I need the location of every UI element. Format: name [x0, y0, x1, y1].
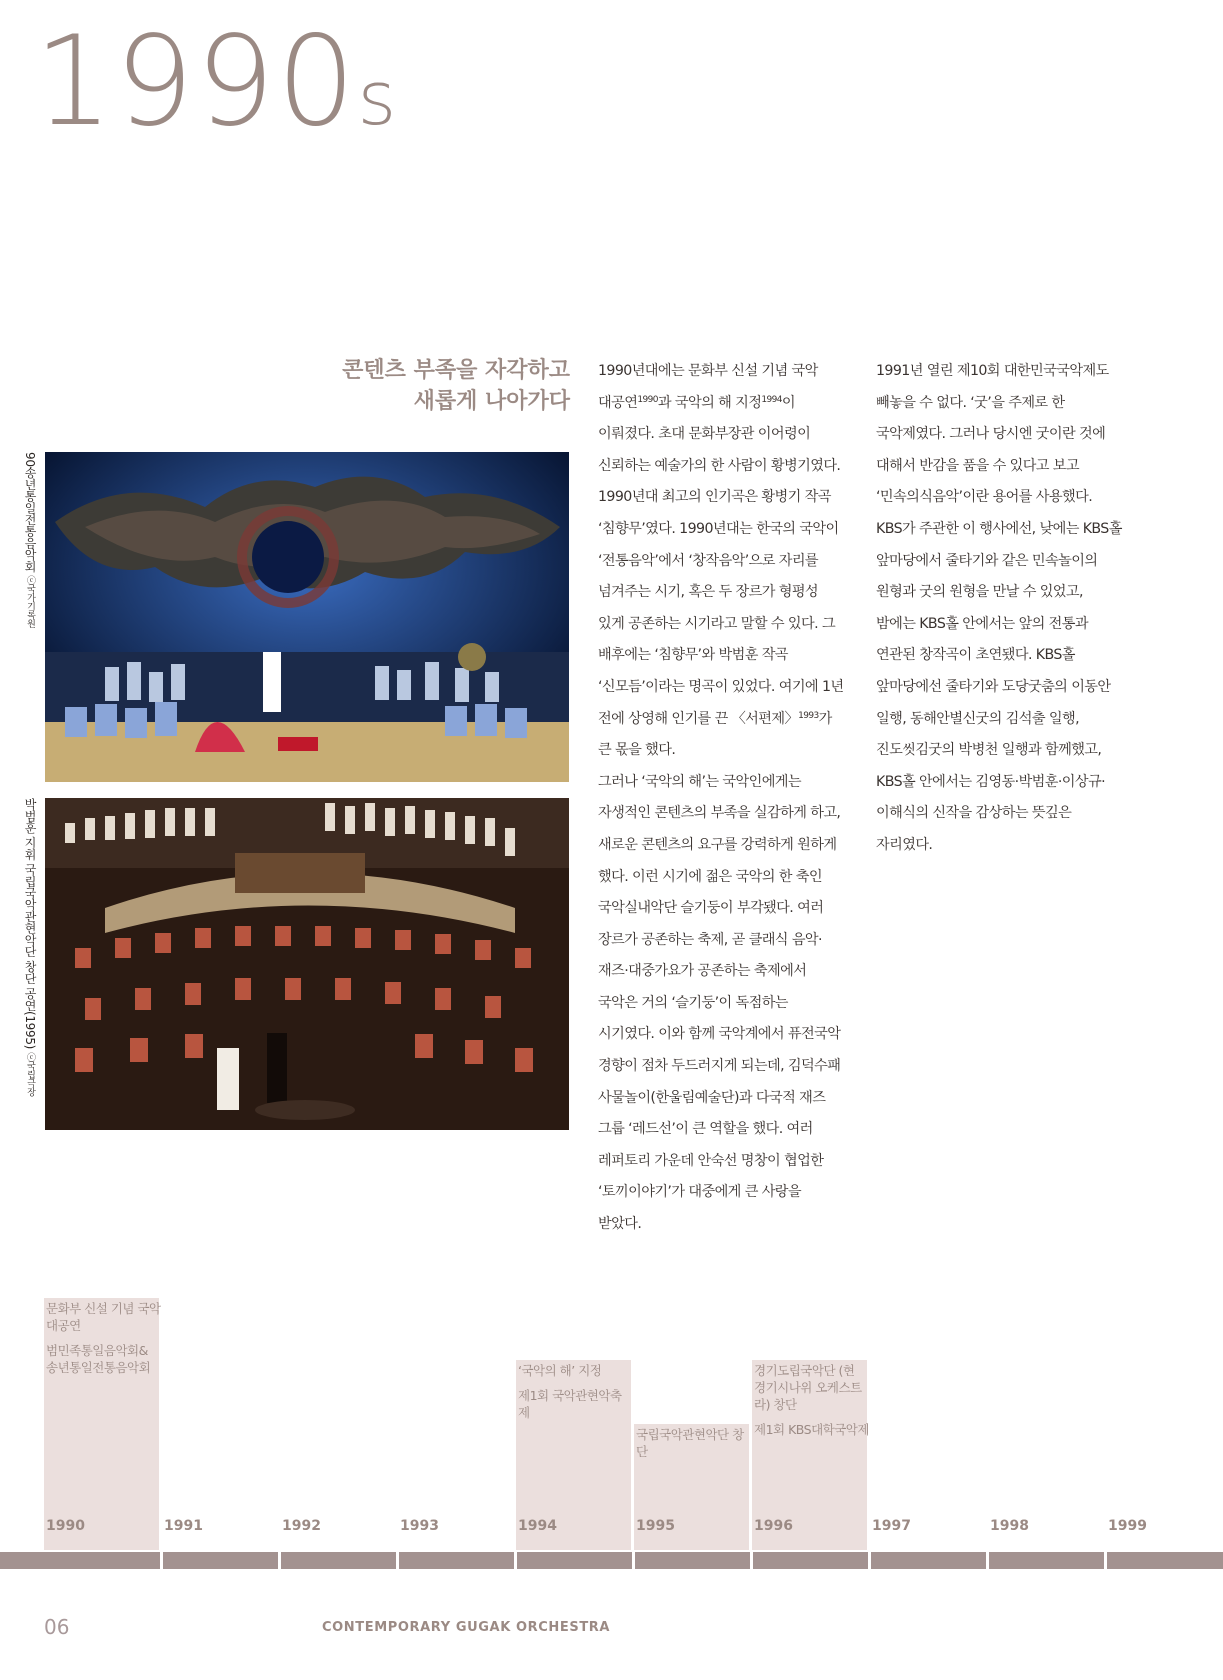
timeline-event-text: ‘국악의 해’ 지정	[518, 1363, 602, 1378]
timeline-year-1996: 1996	[754, 1518, 793, 1534]
timeline-bar-segment	[635, 1552, 750, 1569]
timeline-bar-segment	[753, 1552, 868, 1569]
photo-credit-1: ⓒ국가기록원	[25, 575, 35, 628]
timeline-bar-segment	[281, 1552, 396, 1569]
timeline-bar-segment	[163, 1552, 278, 1569]
timeline-year-1992: 1992	[282, 1518, 321, 1534]
timeline-event-1995	[636, 1426, 751, 1460]
body-text: 이 이뤄졌다. 초대 문화부장관 이어령이 신뢰하는 예술가의 한 사람이 황병기였다. 1990년대 최고의 인기곡은 황병기 작곡 ‘침향무’였다. 1990년대는 한국의 국악이 ‘전통음악’에서 ‘창작음악’으로 자리를 넘겨주는 시기, 혹은 두 장르가 형평성 있게 공존하는 시기라고 말할 수 있다. 그 배후에는 ‘침향무’와 박범훈 작곡 ‘신모듬’이라는 명곡이 있었다. 여기에 1년 전에 상영해 인기를 끈 〈서편제〉	[598, 394, 844, 727]
timeline-bar-segment	[0, 1552, 160, 1569]
timeline-year-1999: 1999	[1108, 1518, 1147, 1534]
timeline-year-1990: 1990	[46, 1518, 85, 1534]
timeline-bar-segment	[517, 1552, 632, 1569]
body-paragraph-2: 그러나 ‘국악의 해’는 국악인에게는 자생적인 콘텐츠의 부족을 실감하게 하고, 새로운 콘텐츠의 요구를 강력하게 원하게 했다. 이런 시기에 젊은 국악의 한 축인 국악실내악단 슬기둥이 부각됐다. 여러 장르가 공존하는 축제, 곧 클래식 음악·재즈·대중가요가 공존하는 축제에서 국악은 거의 ‘슬기둥’이 독점하는 시기였다. 이와 함께 국악계에서 퓨전국악 경향이 점차 두드러지게 되는데, 김덕수패 사물놀이(한울림예술단)과 다국적 재즈 그룹 ‘레드선’이 큰 역할을 했다. 여러 레퍼토리 가운데 안숙선 명창이 협업한 ‘토끼이야기’가 대중에게 큰 사랑을 받았다.	[598, 773, 841, 1233]
timeline-bar-segment	[1107, 1552, 1223, 1569]
timeline-event-text: 제1회 KBS대학국악제	[754, 1422, 869, 1437]
body-column-2	[876, 356, 1126, 862]
photo-caption-2	[22, 798, 39, 1096]
body-paragraph-3: 1991년 열린 제10회 대한민국국악제도 빼놓을 수 없다. ‘굿’을 주제로 한 국악제였다. 그러나 당시엔 굿이란 것에 대해서 반감을 품을 수 있다고 보고 ‘민속의식음악’이란 용어를 사용했다. KBS가 주관한 이 행사에선, 낮에는 KBS홀 앞마당에서 줄타기와 같은 민속놀이의 원형과 굿의 원형을 만날 수 있었고, 밤에는 KBS홀 안에서는 앞의 전통과 연관된 창작곡이 초연됐다. KBS홀 앞마당에선 줄타기와 도당굿춤의 이동안 일행, 동해안별신굿의 김석출 일행, 진도씻김굿의 박병천 일행과 함께했고, KBS홀 안에서는 김영동·박범훈·이상규·이해식의 신작을 감상하는 뜻깊은 자리였다.	[876, 363, 1122, 853]
timeline-bar-segment	[399, 1552, 514, 1569]
decade-title-main: 1990	[34, 10, 358, 154]
concert-photo-1	[45, 452, 569, 782]
year-superscript: 1993	[798, 710, 819, 721]
timeline-bar-segment	[989, 1552, 1104, 1569]
headline-line-2: 새롭게 나아가다	[413, 389, 570, 414]
timeline-event-text: 문화부 신설 기념 국악대공연	[46, 1301, 161, 1333]
timeline-event-text: 경기도립국악단 (현 경기시나위 오케스트라) 창단	[754, 1363, 862, 1412]
timeline-year-1994: 1994	[518, 1518, 557, 1534]
photo-caption-1	[22, 452, 39, 628]
section-headline	[300, 355, 570, 417]
timeline-event-1990	[46, 1300, 161, 1376]
timeline-year-1993: 1993	[400, 1518, 439, 1534]
body-paragraph-1	[598, 356, 848, 767]
photo-caption-1-text: 90송년통일전통음악회	[23, 452, 37, 572]
headline-line-1: 콘텐츠 부족을 자각하고	[342, 358, 570, 383]
timeline-year-1995: 1995	[636, 1518, 675, 1534]
timeline-event-text: 범민족통일음악회& 송년통일전통음악회	[46, 1343, 151, 1375]
decade-title	[34, 10, 397, 154]
body-text: 가 큰 몫을 했다.	[598, 710, 832, 759]
body-column-1	[598, 356, 848, 1241]
year-superscript: 1994	[761, 394, 782, 405]
footer-label: CONTEMPORARY GUGAK ORCHESTRA	[322, 1620, 611, 1635]
timeline-bar-segment	[871, 1552, 986, 1569]
timeline-event-1994	[518, 1362, 633, 1421]
timeline-event-text: 국립국악관현악단 창단	[636, 1427, 744, 1459]
photo-credit-2: ⓒ국립극장	[25, 1052, 35, 1097]
timeline-event-text: 제1회 국악관현악축제	[518, 1388, 622, 1420]
body-text: 1990년대에는 문화부 신설 기념 국악 대공연	[598, 363, 818, 411]
timeline-year-1991: 1991	[164, 1518, 203, 1534]
concert-photo-2	[45, 798, 569, 1130]
timeline-event-1996	[754, 1362, 869, 1438]
decade-title-suffix: s	[357, 56, 397, 142]
page-number: 06	[44, 1615, 70, 1639]
year-superscript: 1990	[637, 394, 658, 405]
photo-caption-2-text: 박범훈 지휘 국립국악관현악단 창단 공연(1995)	[23, 798, 37, 1050]
timeline-year-1997: 1997	[872, 1518, 911, 1534]
body-text: 과 국악의 해 지정	[657, 394, 762, 411]
timeline-year-1998: 1998	[990, 1518, 1029, 1534]
